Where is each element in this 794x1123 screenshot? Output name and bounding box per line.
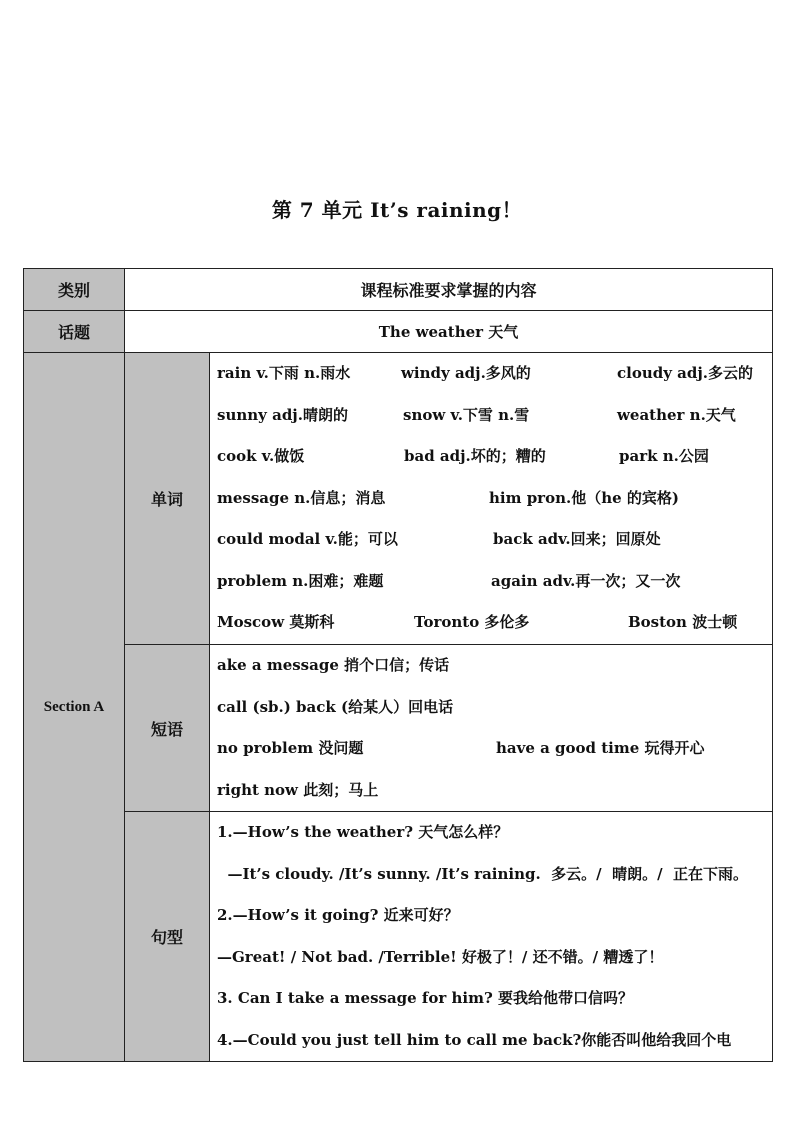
sentence-item: 1.—How’s the weather? 天气怎么样？ — [217, 823, 509, 841]
vocab-item: back adv.回来；回原处 — [493, 530, 661, 549]
header-content: 课程标准要求掌握的内容 — [125, 269, 773, 311]
vocab-item: Boston 波士顿 — [628, 613, 738, 632]
sentence-item: —Great! / Not bad. /Terrible! 好极了！/ 还不错。/ 糟透了！ — [217, 947, 664, 966]
phrase-line — [217, 687, 772, 729]
vocab-item: message n.信息；消息 — [217, 488, 386, 507]
phrase-item: have a good time 玩得开心 — [496, 739, 705, 757]
vocab-item: again adv.再一次；又一次 — [491, 571, 681, 590]
phrases-row — [24, 645, 773, 812]
sentence-line — [217, 978, 772, 1020]
vocab-item: windy adj.多风的 — [401, 364, 531, 383]
vocab-item: bad adj.坏的；糟的 — [404, 447, 546, 466]
sentence-item: 4.—Could you just tell him to call me back?你能否叫他给我回个电 — [217, 1030, 732, 1049]
phrase-line — [217, 770, 772, 812]
vocab-item: rain v.下雨 n.雨水 — [217, 364, 351, 383]
vocab-line — [217, 519, 772, 561]
sentence-line — [217, 812, 772, 854]
header-category: 类别 — [24, 269, 125, 311]
vocab-item: could modal v.能；可以 — [217, 530, 398, 549]
topic-label: 话题 — [24, 311, 125, 353]
phrase-item: right now 此刻；马上 — [217, 780, 379, 799]
vocab-item: sunny adj.晴朗的 — [217, 405, 348, 424]
phrase-line — [217, 645, 772, 687]
vocab-item: cook v.做饭 — [217, 447, 305, 466]
sentences-label: 句型 — [125, 812, 210, 1062]
page-title: 第 7 单元 It’s raining！ — [271, 198, 523, 222]
phrase-item: no problem 没问题 — [217, 739, 364, 757]
vocab-row — [24, 353, 773, 645]
vocab-item: Toronto 多伦多 — [414, 613, 530, 632]
vocab-item: him pron.他（he 的宾格) — [489, 488, 679, 507]
phrases-content — [210, 645, 773, 812]
vocab-item: snow v.下雪 n.雪 — [403, 405, 530, 424]
vocab-line — [217, 478, 772, 520]
phrase-item: ake a message 捎个口信；传话 — [217, 656, 450, 674]
vocab-label: 单词 — [125, 353, 210, 645]
sentences-content — [210, 812, 773, 1062]
vocab-content — [210, 353, 773, 645]
vocab-line — [217, 395, 772, 437]
vocab-line — [217, 436, 772, 478]
vocab-item: problem n.困难；难题 — [217, 571, 384, 590]
vocab-line — [217, 353, 772, 395]
vocab-item: weather n.天气 — [617, 405, 736, 424]
phrases-label: 短语 — [125, 645, 210, 812]
vocab-item: park n.公园 — [619, 447, 709, 466]
sentence-item: —It’s cloudy. /It’s sunny. /It’s raining. 多云。/ 晴朗。/ 正在下雨。 — [217, 864, 749, 883]
vocab-item: Moscow 莫斯科 — [217, 613, 335, 632]
sentence-item: 3. Can I take a message for him? 要我给他带口信吗？ — [217, 989, 634, 1007]
phrase-item: call (sb.) back (给某人）回电话 — [217, 697, 454, 716]
vocab-item: cloudy adj.多云的 — [617, 364, 754, 383]
curriculum-table — [23, 268, 773, 1062]
vocab-line — [217, 602, 772, 644]
topic-value: The weather 天气 — [125, 311, 773, 353]
sentence-item: 2.—How’s it going? 近来可好？ — [217, 906, 459, 924]
sentence-line — [217, 854, 772, 896]
topic-row — [24, 311, 773, 353]
phrase-line — [217, 728, 772, 770]
section-label: Section A — [24, 353, 125, 1062]
sentences-row — [24, 812, 773, 1062]
vocab-line — [217, 561, 772, 603]
sentence-line — [217, 895, 772, 937]
header-row — [24, 269, 773, 311]
sentence-line — [217, 937, 772, 979]
sentence-line — [217, 1020, 772, 1062]
